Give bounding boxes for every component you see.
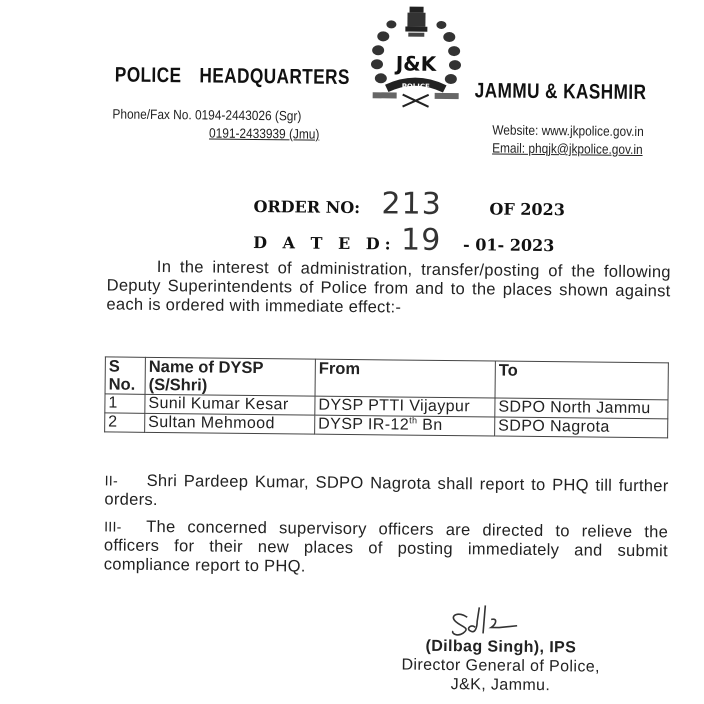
website-link[interactable]: Website: www.jkpolice.gov.in <box>492 122 644 140</box>
signatory-name: (Dilbag Singh), IPS <box>425 637 577 657</box>
order-year: OF 2023 <box>489 199 565 220</box>
order-date-row <box>253 221 555 259</box>
letterhead-right-title: JAMMU & KASHMIR <box>474 79 647 105</box>
from-superscript: th <box>409 415 418 426</box>
signatory-location: J&K, Jammu. <box>450 676 551 695</box>
phone-srinagar: Phone/Fax No. 0194-2443026 (Sgr) <box>112 106 302 124</box>
clause-ii <box>104 471 668 515</box>
cell-name: Sunil Kumar Kesar <box>145 394 315 415</box>
cell-to: SDPO Nagrota <box>495 417 668 438</box>
header-from: From <box>315 359 495 398</box>
cell-to: SDPO North Jammu <box>495 398 668 419</box>
cell-sno: 1 <box>105 394 145 413</box>
order-label: ORDER NO: <box>253 196 361 218</box>
clause-number: III- <box>104 518 122 535</box>
signatory-designation: Director General of Police, <box>401 656 601 676</box>
letterhead-left-title <box>115 64 350 90</box>
phone-jammu: 0191-2433939 (Jmu) <box>208 125 320 142</box>
clause-text: The concerned supervisory officers are directed to relieve the officers for their new places of posting immediately and submit compliance report to PHQ. <box>103 517 669 576</box>
phone-fax-block <box>112 106 319 144</box>
clause-number: II- <box>104 472 119 489</box>
table-header-row <box>105 357 668 400</box>
svg-text:POLICE: POLICE <box>401 82 430 91</box>
transfer-table <box>104 356 669 438</box>
from-suffix: Bn <box>417 416 443 434</box>
cell-from <box>315 415 495 436</box>
email-link[interactable]: Email: phqjk@jkpolice.gov.in <box>492 140 643 158</box>
clause-text: Shri Pardeep Kumar, SDPO Nagrota shall report to PHQ till further orders. <box>104 471 669 509</box>
header-name: Name of DYSP (S/Shri) <box>145 357 315 396</box>
dated-label: D A T E D: <box>253 232 396 254</box>
cell-name: Sultan Mehmood <box>145 413 315 434</box>
date-day: 19 <box>400 222 442 258</box>
title-word-headquarters: HEADQUARTERS <box>199 64 350 89</box>
contact-block <box>492 121 644 159</box>
header-sno: S No. <box>105 357 145 394</box>
cell-from: DYSP PTTI Vijaypur <box>315 396 495 417</box>
clause-iii <box>104 517 669 580</box>
header-to: To <box>495 361 668 400</box>
from-prefix: DYSP IR-12 <box>318 415 410 434</box>
svg-text:J&K: J&K <box>395 51 437 76</box>
cell-sno: 2 <box>105 413 145 432</box>
intro-paragraph: In the interest of administration, transfer/posting of the following Deputy Superintendents of Police from and to the places shown against each is ordered with immediate effect:- <box>106 257 671 317</box>
title-word-police: POLICE <box>114 63 182 88</box>
order-number: 213 <box>381 186 442 222</box>
date-month-year: - 01- 2023 <box>463 235 555 256</box>
signatory-block <box>372 636 629 696</box>
order-number-row <box>253 185 565 223</box>
jk-police-emblem-icon <box>365 4 468 109</box>
